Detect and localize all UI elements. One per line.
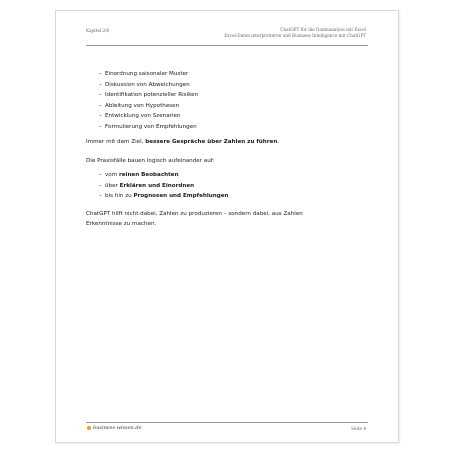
running-header <box>224 27 366 39</box>
progression-list <box>86 170 366 202</box>
list-item-emphasis: Prognosen und Empfehlungen <box>133 193 229 199</box>
list-item <box>99 101 366 112</box>
dash-bullet: – <box>99 81 102 88</box>
intro-paragraph: Die Praxisfälle bauen logisch aufeinander auf: <box>86 157 215 164</box>
list-item-prefix: über <box>105 182 120 189</box>
chapter-label: Kapitel 2/6 <box>86 28 110 33</box>
document-page <box>55 10 399 443</box>
list-item-text: Diskussion von Abweichungen <box>105 81 190 88</box>
dash-bullet: – <box>99 92 102 98</box>
list-item-prefix: vom <box>105 172 119 178</box>
list-item-prefix: bis hin zu <box>105 193 134 199</box>
footer-divider <box>86 422 368 423</box>
list-item <box>99 90 366 101</box>
header-divider <box>86 45 368 46</box>
list-item-text: Formulierung von Empfehlungen <box>105 123 197 130</box>
list-item <box>99 170 366 181</box>
list-item-text: Identifikation potenzieller Risiken <box>105 92 199 98</box>
list-item <box>99 122 366 133</box>
page-number: Seite 4 <box>351 426 366 431</box>
dash-bullet: – <box>99 193 102 199</box>
list-item <box>99 69 366 80</box>
closing-line1: ChatGPT hilft nicht dabei, Zahlen zu produzieren – sondern dabei, aus Zahlen <box>86 210 303 217</box>
dash-bullet: – <box>99 113 102 119</box>
dash-bullet: – <box>99 123 102 130</box>
dash-bullet: – <box>99 172 102 178</box>
dash-bullet: – <box>99 102 102 109</box>
logo-dot-icon <box>87 426 91 430</box>
dash-bullet: – <box>99 182 102 189</box>
list-item-text: Entwicklung von Szenarien <box>105 113 181 119</box>
goal-emphasis: bessere Gespräche über Zahlen zu führen <box>145 139 278 145</box>
list-item <box>99 181 366 192</box>
logo-text: business-wissen.de <box>93 425 142 431</box>
list-item <box>99 80 366 91</box>
header-title-line1: ChatGPT für die Datenanalyse mit Excel <box>280 27 366 32</box>
goal-paragraph <box>86 137 366 148</box>
list-item <box>99 191 366 202</box>
closing-paragraph <box>86 209 366 230</box>
footer-logo <box>87 425 142 431</box>
closing-line2: Erkenntnisse zu machen. <box>86 221 157 227</box>
list-item <box>99 111 366 122</box>
analysis-steps-list <box>86 69 366 132</box>
list-item-emphasis: Erklären und Einordnen <box>119 182 195 189</box>
page-body <box>86 69 366 230</box>
list-item-text: Einordnung saisonaler Muster <box>105 71 189 77</box>
header-title-line2: Excel-Daten interpretieren und Business Intelligence mit ChatGPT <box>224 33 366 38</box>
dash-bullet: – <box>99 71 102 77</box>
list-item-text: Ableitung von Hypothesen <box>105 102 180 109</box>
goal-suffix: . <box>277 139 280 145</box>
list-item-emphasis: reinen Beobachten <box>118 172 179 178</box>
goal-prefix: Immer mit dem Ziel, <box>86 139 146 145</box>
